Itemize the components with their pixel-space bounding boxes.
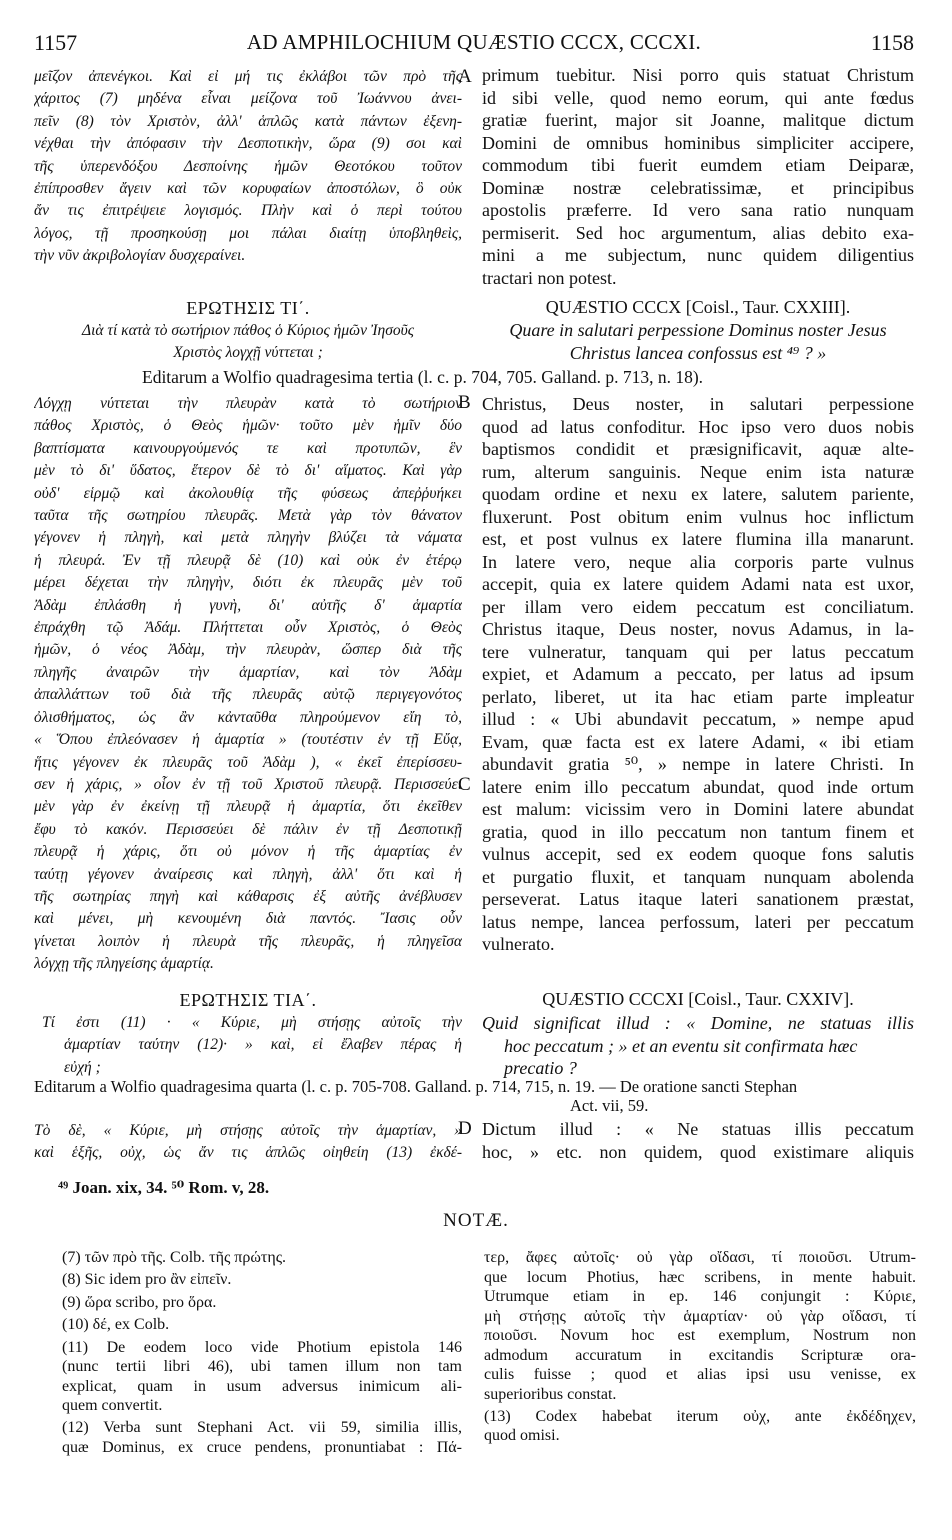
text-line: perseverat. Latus itaque lateri sanationem præstat, (482, 889, 914, 909)
note-line: quod omisi. (484, 1427, 560, 1445)
text-line: perlato, liberet, ut ita hac etiam parte impleatur (482, 686, 914, 707)
running-header (34, 30, 914, 56)
text-line: hoc, » etc. non quidem, quod existimare aliquis (482, 1141, 914, 1162)
text-line: λόγος, τῇ προσηκούσῃ μοι πάλαι διαίτῃ ὑποβληθεὶς, (34, 224, 462, 242)
text-line: πληγῆς ἀναιρῶν τὴν ἁμαρτίαν, καὶ τὸν Ἀδὰμ (34, 663, 462, 681)
text-line: primum tuebitur. Nisi porro quis statuat Christum (482, 65, 914, 85)
text-line: gratiæ fuerint, major sit Joanne, malitque dictum (482, 110, 914, 130)
note-line: quæ Dominus, ex cruce pendens, pronuntiabat : Πά- (62, 1438, 462, 1456)
text-line: permiserit. Sed hoc argumentum, alias debito exa- (482, 222, 914, 243)
note-line: (9) ὥρα scribo, pro ὅρα. (62, 1293, 217, 1311)
latin-text-q311 (482, 1118, 914, 1163)
note-line: quem convertit. (62, 1397, 163, 1415)
text-line: ἐπίπροσθεν ἄγειν καὶ τῶν κορυφαίων ἀποστόλων, ὃ οὐκ (34, 180, 462, 198)
note-line: explicat, quam in usum adversus inimicum ali- (62, 1377, 462, 1395)
text-line: « Ὅπου ἐπλεόνασεν ἡ ἁμαρτία » (τουτέστιν ἐν τῇ Εὔᾳ, (34, 731, 462, 749)
text-line: est, et post vulnus ex latere flumina illa manarunt. (482, 529, 914, 549)
text-line: baptismos condidit et præsignificavit, aquæ alte- (482, 439, 914, 459)
text-line: Quare in salutari perpessione Dominus noster Jesus (509, 320, 887, 340)
latin-text-top (482, 64, 914, 289)
greek-text-q310 (34, 393, 462, 976)
note-line: superioribus constat. (484, 1385, 617, 1403)
text-line: ἐπράχθη τῷ Ἀδάμ. Πλήττεται οὖν Χριστὸς, ὁ Θεὸς (34, 619, 462, 637)
text-line: ἡμῶν, ὁ νέος Ἀδὰμ, τὴν πλευρὰν, ὥσπερ διὰ τῆς (34, 641, 462, 659)
text-line: καὶ ἑξῆς, οὐχ, ὡς ἄν τις ἁπλῶς οἰηθείη (13) ἐκδέ- (34, 1144, 462, 1162)
text-line: οὐδ' εἱρμῷ καὶ ἀκολουθίᾳ τῆς φύσεως ἀπεῤῥυήκει (34, 484, 462, 502)
text-line: μεῖζον ἀπενέγκοι. Καὶ εἰ μή τις ἐκλάβοι τῶν πρὸ τῆς (34, 68, 462, 85)
margin-letter-d: D (458, 1118, 472, 1139)
text-line: πλευρᾷ ἡ χάρις, ὅτι οὐ μόνον ἡ τῆς ἁμαρτίας ἐν (34, 843, 462, 861)
text-line: πεῖν (8) τὸν Χριστὸν, ἀλλ' ἁπλῶς κατὰ πάντων ἐξενη- (34, 112, 462, 130)
text-line: βαπτίσματα καινουργούμενός τε καὶ προτυπῶν, ἓν (34, 439, 462, 457)
question-311-latin-title: QUÆSTIO CCCXI [Coisl., Taur. CXXIV]. (542, 989, 854, 1009)
text-line: In latere vero, neque alia corporis parte vulnus (482, 551, 914, 572)
notes-right-column (484, 1248, 916, 1449)
text-line: Christus itaque, Deus noster, novus Adamus, in la- (482, 619, 914, 639)
editorial-note-310: Editarum a Wolfio quadragesima tertia (l. c. p. 704, 705. Galland. p. 713, n. 18). (142, 367, 704, 387)
text-line: ταῦτα τῆς σωτηρίου πλευρᾶς. Μετὰ γὰρ τὸν θάνατον (34, 507, 462, 525)
text-line: gratia, quod in illo peccatum non tantum finem et (482, 821, 914, 842)
text-line: Dictum illud : « Ne statuas illis peccatum (482, 1119, 914, 1139)
question-310-greek-title: ΕΡΩΤΗΣΙΣ ΤΙ΄. (186, 298, 310, 318)
text-line: latus nempe, lancea perfossum, lateri per peccatum (482, 911, 914, 932)
text-line: ὀλισθήματος, ὡς ἂν κἀνταῦθα πληρούμενον εἴη τὸ, (34, 708, 462, 726)
note-line: (11) De eodem loco vide Photium epistola 146 (62, 1338, 462, 1356)
note-line: Utrumque etiam in ep. 146 conjungit : Κύριε, (484, 1288, 916, 1305)
note-line: (8) Sic idem pro ἂν εἰπεῖν. (62, 1271, 232, 1289)
scripture-references: ⁴⁹ Joan. xix, 34. ⁵⁰ Rom. v, 28. (58, 1178, 270, 1197)
text-line: rum, alterum sanguinis. Neque enim ista naturæ (482, 461, 914, 482)
text-line: precatio ? (504, 1058, 577, 1078)
text-line: quodam ordine et nexu ex latere, salutem pariente, (482, 484, 914, 504)
text-line: πάθος Χριστὸς, ὁ Θεὸς ἡμῶν· τοῦτο μὲν ἡμῖν δύο (34, 417, 462, 435)
text-line: Ἀδὰμ ἐπλάσθη ἡ γυνὴ, δι' αὐτῆς δ' ἁμαρτία (34, 596, 462, 614)
note-line: (10) δέ, ex Colb. (62, 1316, 170, 1334)
running-title: AD AMPHILOCHIUM QUÆSTIO CCCX, CCCXI. (246, 30, 702, 54)
note-line: μὴ στήσῃς αὐτοῖς τὴν ἁμαρτίαν· οὐ γὰρ οἴδασι, τί (484, 1307, 916, 1325)
question-311-latin (482, 1012, 914, 1080)
text-line: et purgatio fluxit, et tanquam nunquam abolenda (482, 866, 914, 887)
text-line: id sibi velle, quod nemo eorum, qui ante fœdus (482, 87, 914, 108)
text-line: abundavit gratia ⁵⁰, » nempe in latere Christi. In (482, 754, 914, 774)
text-line: Διὰ τί κατὰ τὸ σωτήριον πάθος ὁ Κύριος ἡμῶν Ἰησοῦς (81, 322, 415, 339)
text-line: Dominæ nostræ celebratissimæ, et principibus (482, 177, 914, 198)
text-line: εὐχή ; (64, 1058, 101, 1076)
text-line: σεν ἡ χάρις, » οἷον ἐν τῇ τοῦ Χριστοῦ πλευρᾷ. Περισσεύει (34, 775, 462, 793)
text-line: quod ad latus confoditur. Hoc ipso vero duos nobis (482, 416, 914, 437)
note-line: que locum Photius, hæc scribens, in mente habuit. (484, 1268, 916, 1286)
text-line: ἀπαλλάττων τοῦ διὰ τῆς πλευρᾶς αὐτῷ περιγεγονότος (34, 686, 462, 704)
text-line: tere vulneratur, tanquam qui per latus peccatum (482, 641, 914, 662)
text-line: est malum: vicissim vero in Domini latere abundat (482, 799, 914, 819)
text-line: γέγονεν ἡ πληγὴ, καὶ μετὰ πληγὴν βλύζει τὰ νάματα (34, 529, 462, 547)
question-311-greek (34, 1012, 462, 1079)
latin-text-q310 (482, 393, 914, 956)
text-line: vulnus accepit, sed ex eodem quoque fons salutis (482, 844, 914, 864)
text-line: Λόγχῃ νύττεται τὴν πλευρὰν κατὰ τὸ σωτήριον (34, 395, 462, 412)
text-line: per illam vero eidem peccatum est conciliatum. (482, 596, 914, 617)
text-line: ἡ πλευρά. Ἐν τῇ πλευρᾷ δὲ (10) καὶ οὐκ ἐν ἑτέρῳ (34, 551, 462, 569)
text-line: illud : « Ubi abundavit peccatum, » nempe apud (482, 709, 914, 729)
note-line: ποιοῦσι. Novum hoc est exemplum, Nostrum non (484, 1327, 916, 1344)
text-line: accepit, quia ex latere quidem Adami nata est uxor, (482, 574, 914, 594)
text-line: hoc peccatum ; » et an eventu sit confirmata hæc (504, 1035, 858, 1056)
text-line: μέρει δέχεται τὴν πληγὴν, διότι ἐκ πλευρᾶς μὲν τοῦ (34, 574, 462, 592)
greek-text-top (34, 66, 462, 268)
text-line: Τὸ δὲ, « Κύριε, μὴ στήσῃς αὐτοῖς τὴν ἁμαρτίαν, » (34, 1122, 462, 1139)
text-line: Domini de omnibus hominibus simpliciter accipere, (482, 132, 914, 153)
note-line: (12) Verba sunt Stephani Act. vii 59, similia illis, (62, 1419, 462, 1437)
text-line: τῆς ὑπερενδόξου Δεσποίνης ἡμῶν Θεοτόκου τοῦτον (34, 157, 462, 175)
text-line: τὴν νῦν ἀκριβολογίαν δυσχεραίνει. (34, 247, 246, 265)
question-310-latin-title: QUÆSTIO CCCX [Coisl., Taur. CXXIII]. (545, 297, 851, 317)
text-line: apostolis præferre. Id vero sana ratio nunquam (482, 200, 914, 220)
text-line: Christus, Deus noster, in salutari perpessione (482, 394, 914, 414)
editorial-note-311: Editarum a Wolfio quadragesima quarta (l. c. p. 705-708. Galland. p. 714, 715, n. 19. — De oratione sancti Stephan (34, 1077, 798, 1096)
page-number-right: 1158 (870, 30, 914, 55)
text-line: mini a me subjectum, nunc quidem diligentius (482, 245, 914, 265)
text-line: χάριτος (7) μηδένα εἶναι μείζονα τοῦ Ἰωάννου ἀνει- (34, 90, 462, 108)
note-line: (nunc tertii libri 46), ubi tamen illum non tam (62, 1358, 462, 1376)
margin-letter-b: B (458, 392, 471, 413)
text-line: Τί ἐστι (11) · « Κύριε, μὴ στήσῃς αὐτοῖς τὴν (42, 1014, 462, 1031)
question-311-greek-title: ΕΡΩΤΗΣΙΣ ΤΙΑ΄. (179, 990, 317, 1010)
text-line: ἄν τις ἐπιτρέψειε λογισμός. Πλὴν καὶ ὁ περὶ τούτου (34, 202, 462, 220)
margin-letter-c: C (458, 774, 471, 795)
editorial-note-311-cont: Act. vii, 59. (570, 1096, 649, 1115)
text-line: ἁμαρτίαν ταύτην (12)· » καὶ, εἰ ἔλαβεν πέρας ἡ (64, 1036, 462, 1054)
note-line: (7) τῶν πρὸ τῆς. Colb. τῆς πρώτης. (62, 1249, 287, 1266)
margin-letter-a: A (458, 66, 472, 87)
text-line: Evam, quæ facta est ex latere Adami, « ibi etiam (482, 731, 914, 752)
page-number-left: 1157 (34, 30, 78, 55)
question-310-latin (482, 319, 914, 364)
text-line: tractari non potest. (482, 267, 617, 288)
note-line: culis fuisse ; quod et alias ipsi usu venisse, ex (484, 1366, 916, 1383)
text-line: Quid significat illud : « Domine, ne statuas illis (482, 1013, 914, 1033)
text-line: καὶ μένει, μὴ κενουμένη διὰ παντός. Ἴασις οὖν (34, 910, 462, 928)
text-line: νέχθαι τὴν ἀπόφασιν τὴν Δεσποτικὴν, ὥρα (9) σοι καὶ (34, 135, 462, 153)
text-line: latere enim illo peccatum abundat, quod inde ortum (482, 776, 914, 797)
text-line: expiet, et Adamum a peccato, per latus ad ipsum (482, 664, 914, 684)
text-line: μὲν γὰρ ἐν ἐκείνῃ τῇ πλευρᾷ ἡ ἁμαρτία, ὅτι ἐκεῖθεν (34, 798, 462, 816)
text-line: τῆς σωτηρίας πηγὴ καὶ κάθαρσις ἐξ αὐτῆς ἀνέβλυσεν (34, 887, 462, 905)
text-line: fluxerunt. Post obitum enim vulnus hoc inflictum (482, 506, 914, 527)
text-line: λόγχῃ τῆς πληγείσης ἁμαρτίᾳ. (34, 955, 214, 973)
text-line: γίνεται λοιπὸν ἡ πλευρὰ τῆς πλευρᾶς, ἡ πληγεῖσα (34, 932, 462, 950)
text-line: ταύτῃ γέγονεν ἀναίρεσις καὶ πληγὴ, ἀλλ' ὅτι καὶ ἡ (34, 865, 462, 883)
text-line: μὲν τὸ δι' ὕδατος, ἕτερον δὲ τὸ δι' αἵματος. Καὶ γὰρ (34, 462, 462, 480)
text-line: vulnerato. (482, 934, 555, 954)
note-line: admodum accuratum in excitandis Scripturæ ora- (484, 1346, 916, 1364)
text-line: ἥτις γέγονεν ἐκ πλευρᾶς τοῦ Ἀδὰμ ), « ἐκεῖ ἐπερίσσευ- (34, 753, 462, 771)
text-line: ἔφυ τὸ κακόν. Περισσεύει δὲ πάλιν ἐν τῇ Δεσποτικῇ (34, 820, 462, 838)
notes-left-column (62, 1248, 462, 1457)
text-line: commodum tibi fuerit eumdem etiam Deiparæ, (482, 155, 914, 175)
text-line: Christus lancea confossus est ⁴⁹ ? » (569, 342, 827, 363)
greek-text-q311 (34, 1120, 462, 1165)
note-line: (13) Codex habebat iterum οὐχ, ante ἐκδέδηχεν, (484, 1407, 916, 1425)
notes-heading: NOTÆ. (443, 1210, 509, 1231)
note-line: τερ, ἄφες αὐτοῖς· οὐ γὰρ οἴδασι, τί ποιοῦσι. Utrum- (484, 1249, 916, 1266)
question-310-greek (34, 320, 462, 365)
text-line: Χριστὸς λογχῇ νύττεται ; (173, 344, 323, 362)
